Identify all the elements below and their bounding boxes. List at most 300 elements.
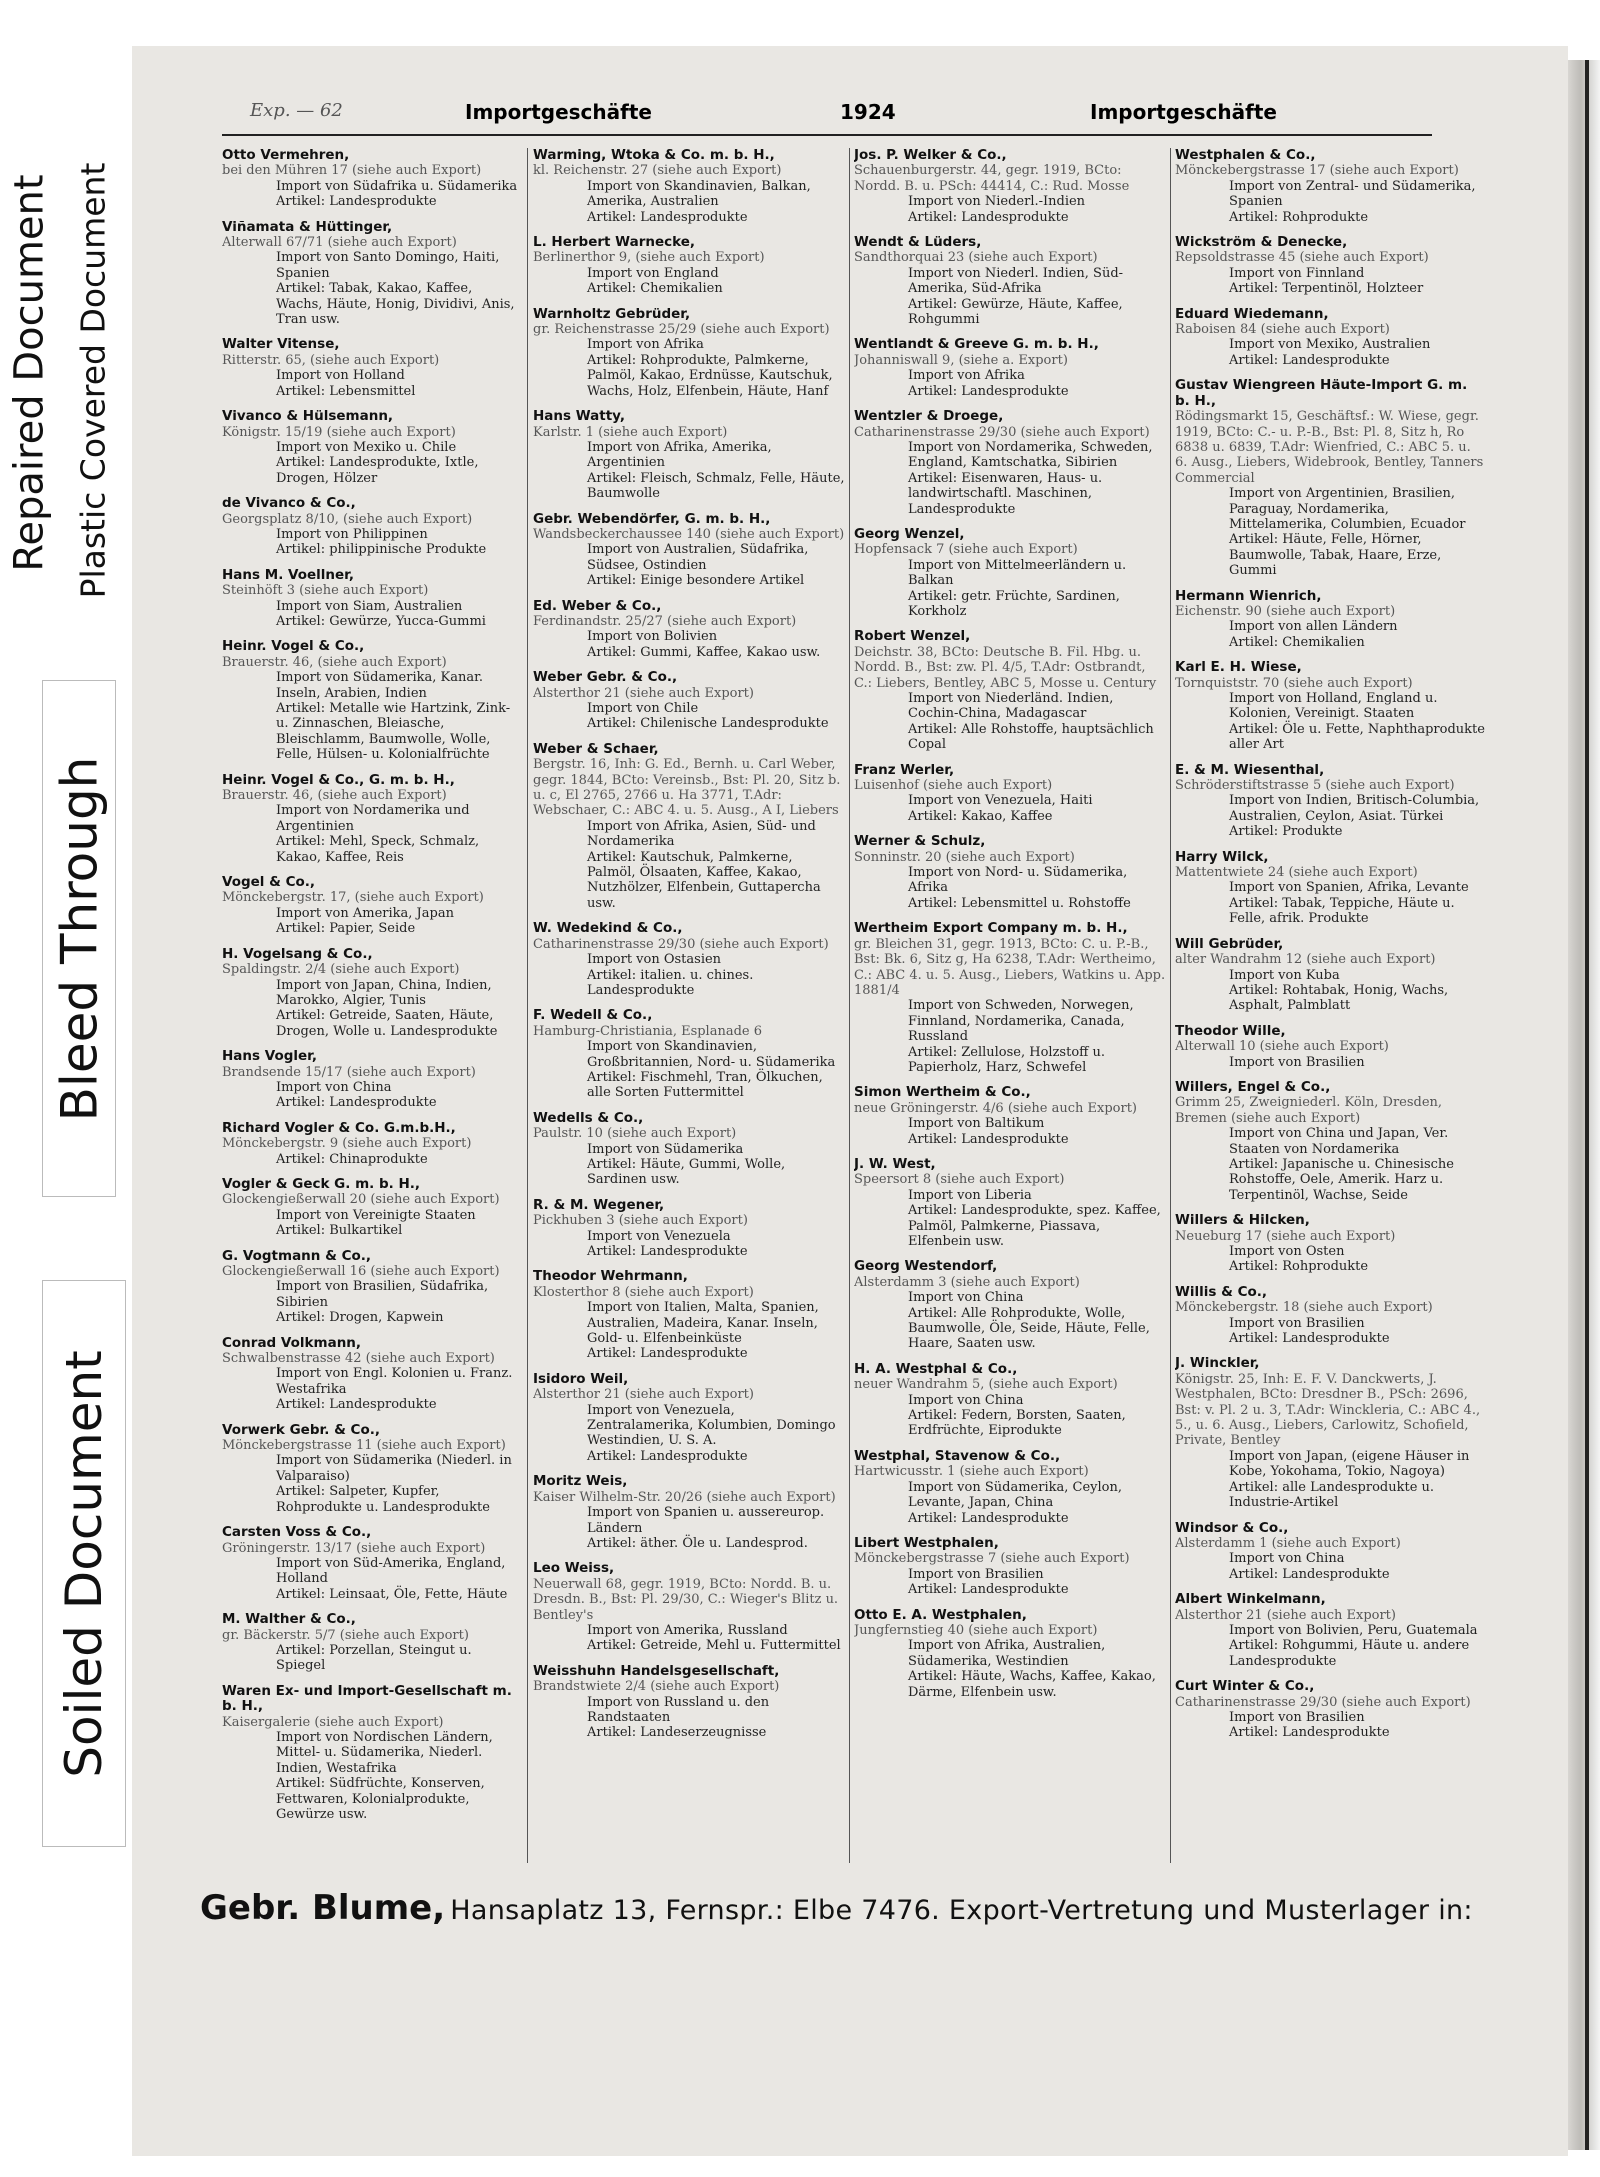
company-imports: Import von Nordamerika, Schweden, England, Kamtschatka, Sibirien <box>908 439 1153 471</box>
company-articles: Artikel: Fischmehl, Tran, Ölkuchen, alle Sorten Futtermittel <box>587 1069 823 1101</box>
company-address: Hopfensack 7 (siehe auch Export) <box>854 542 1078 558</box>
company-name: Walter Vitense, <box>222 336 340 353</box>
company-address: Alsterthor 21 (siehe auch Export) <box>1175 1607 1396 1623</box>
column-1 <box>222 148 522 1868</box>
company-name: H. Vogelsang & Co., <box>222 945 373 962</box>
company-name: Westphal, Stavenow & Co., <box>854 1447 1061 1464</box>
company-imports: Import von England <box>587 265 719 281</box>
company-name: Harry Wilck, <box>1175 848 1269 865</box>
company-entry <box>533 1111 845 1188</box>
company-entry <box>222 1684 522 1823</box>
company-address: Tornquiststr. 70 (siehe auch Export) <box>1175 675 1413 691</box>
company-imports: Import von Indien, Britisch-Columbia, Australien, Ceylon, Asiat. Türkei <box>1229 793 1480 824</box>
company-imports: Import von Nord- u. Südamerika, Afrika <box>908 865 1128 896</box>
company-imports: Import von Afrika, Amerika, Argentinien <box>587 439 772 471</box>
company-name: Wentlandt & Greeve G. m. b. H., <box>854 336 1099 353</box>
company-name: Windsor & Co., <box>1175 1519 1289 1536</box>
company-name: Moritz Weis, <box>533 1473 628 1490</box>
company-imports: Import von Santo Domingo, Haiti, Spanien <box>276 250 500 281</box>
company-entry <box>854 527 1166 619</box>
company-imports: Import von Holland <box>276 368 405 384</box>
company-entry <box>1175 1592 1485 1669</box>
company-address: Deichstr. 38, BCto: Deutsche B. Fil. Hbg. u. Nordd. B., Bst: zw. Pl. 4/5, T.Adr: Ostbrandt, C.: Liebers, Bentley, ABC 5, Mosse u. Century <box>854 644 1157 691</box>
company-address: Hamburg-Christiania, Esplanade 6 <box>533 1023 763 1039</box>
company-imports: Import von Südamerika (Niederl. in Valparaiso) <box>276 1453 512 1484</box>
company-articles: Artikel: Gewürze, Yucca-Gummi <box>276 613 486 629</box>
company-address: Neuerwall 68, gegr. 1919, BCto: Nordd. B. u. Dresdn. B., Bst: Pl. 29/30, C.: Wieger's Blitz u. Bentley's <box>533 1576 839 1623</box>
company-address: neue Gröningerstr. 4/6 (siehe auch Export) <box>854 1100 1138 1116</box>
company-entry <box>533 1664 845 1741</box>
company-address: Hartwicusstr. 1 (siehe auch Export) <box>854 1464 1089 1480</box>
company-articles: Artikel: Fleisch, Schmalz, Felle, Häute, Baumwolle <box>587 470 845 502</box>
company-articles: Artikel: Zellulose, Holzstoff u. Papierholz, Harz, Schwefel <box>908 1044 1106 1075</box>
company-imports: Import von Venezuela, Haiti <box>908 793 1093 809</box>
company-address: Brandsende 15/17 (siehe auch Export) <box>222 1064 476 1080</box>
company-entry <box>222 1336 522 1413</box>
company-address: Repsoldstrasse 45 (siehe auch Export) <box>1175 250 1429 266</box>
company-entry <box>1175 1213 1485 1275</box>
company-imports: Import von Kuba <box>1229 967 1340 983</box>
company-imports: Import von Mexiko, Australien <box>1229 337 1431 353</box>
company-imports: Import von Nordischen Ländern, Mittel- u. Südamerika, Niederl. Indien, Westafrika <box>276 1729 493 1776</box>
repaired-label: Repaired Document <box>7 173 54 572</box>
company-entry <box>222 639 522 762</box>
company-address: Mönckebergstrasse 17 (siehe auch Export) <box>1175 163 1459 179</box>
company-articles: Artikel: Landesprodukte <box>1229 352 1390 368</box>
soiled-label: Soiled Document <box>42 1280 126 1847</box>
company-articles: Artikel: Gummi, Kaffee, Kakao usw. <box>587 644 821 660</box>
company-address: Grimm 25, Zweigniederl. Köln, Dresden, Bremen (siehe auch Export) <box>1175 1095 1443 1126</box>
company-entry <box>1175 763 1485 840</box>
company-entry <box>533 307 845 399</box>
company-name: Richard Vogler & Co. G.m.b.H., <box>222 1119 456 1136</box>
company-articles: Artikel: Öle u. Fette, Naphthaprodukte aller Art <box>1229 721 1485 753</box>
company-address: Klosterthor 8 (siehe auch Export) <box>533 1284 754 1300</box>
company-entry <box>854 1085 1166 1147</box>
company-entry <box>1175 1024 1485 1070</box>
company-entry <box>222 337 522 399</box>
company-articles: Artikel: Häute, Felle, Hörner, Baumwolle, Tabak, Haare, Erze, Gummi <box>1229 532 1442 579</box>
company-address: bei den Mühren 17 (siehe auch Export) <box>222 163 482 179</box>
company-name: Carsten Voss & Co., <box>222 1524 372 1541</box>
company-entry <box>533 1561 845 1653</box>
company-entry <box>533 1269 845 1361</box>
company-address: neuer Wandrahm 5, (siehe auch Export) <box>854 1377 1118 1393</box>
company-imports: Import von China <box>908 1392 1024 1408</box>
company-entry <box>533 409 845 501</box>
company-name: Robert Wenzel, <box>854 628 971 645</box>
company-articles: Artikel: Chemikalien <box>587 281 723 297</box>
company-address: Brauerstr. 46, (siehe auch Export) <box>222 788 447 804</box>
company-name: Hans M. Voellner, <box>222 566 354 583</box>
company-imports: Import von Brasilien <box>1229 1054 1365 1070</box>
company-imports: Import von Finnland <box>1229 265 1365 281</box>
company-entry <box>1175 148 1485 225</box>
company-name: Viñamata & Hüttinger, <box>222 218 393 235</box>
company-name: Willis & Co., <box>1175 1283 1268 1300</box>
company-address: Neueburg 17 (siehe auch Export) <box>1175 1228 1396 1244</box>
company-address: Berlinerthor 9, (siehe auch Export) <box>533 250 765 266</box>
company-name: Vogel & Co., <box>222 874 316 891</box>
company-articles: Artikel: Bulkartikel <box>276 1223 403 1239</box>
company-entry <box>222 1049 522 1111</box>
running-title-right: Importgeschäfte <box>1090 100 1277 124</box>
company-address: alter Wandrahm 12 (siehe auch Export) <box>1175 952 1436 968</box>
company-articles: Artikel: äther. Öle u. Landesprod. <box>587 1535 808 1551</box>
company-imports: Import von China <box>1229 1551 1345 1567</box>
company-address: Wandsbeckerchaussee 140 (siehe auch Export) <box>533 526 845 542</box>
company-imports: Import von Südafrika u. Südamerika <box>276 178 518 194</box>
company-imports: Import von Bolivien, Peru, Guatemala <box>1229 1622 1478 1638</box>
company-entry <box>854 1449 1166 1526</box>
company-name: W. Wedekind & Co., <box>533 920 683 937</box>
company-articles: Artikel: philippinische Produkte <box>276 542 487 558</box>
plastic-label: Plastic Covered Document <box>73 162 113 598</box>
company-address: Brauerstr. 46, (siehe auch Export) <box>222 654 447 670</box>
company-imports: Import von Afrika <box>908 368 1025 384</box>
company-address: Ferdinandstr. 25/27 (siehe auch Export) <box>533 613 797 629</box>
company-imports: Import von Nordamerika und Argentinien <box>276 803 470 834</box>
company-articles: Artikel: Einige besondere Artikel <box>587 573 805 589</box>
company-articles: Artikel: Landesprodukte <box>587 209 748 225</box>
company-entry <box>533 742 845 911</box>
page-edge-shadow <box>1585 60 1589 2150</box>
company-entry <box>222 409 522 486</box>
company-articles: Artikel: Landesprodukte, spez. Kaffee, Palmöl, Palmkerne, Piassava, Elfenbein usw. <box>908 1203 1161 1249</box>
company-articles: Artikel: Landesprodukte <box>1229 1725 1390 1741</box>
company-entry <box>854 834 1166 911</box>
company-entry <box>1175 1356 1485 1510</box>
company-imports: Import von Süd-Amerika, England, Holland <box>276 1555 506 1587</box>
company-entry <box>533 670 845 732</box>
company-address: Catharinenstrasse 29/30 (siehe auch Export) <box>1175 1694 1471 1710</box>
company-articles: Artikel: Landesprodukte <box>1229 1566 1390 1582</box>
company-imports: Import von Afrika, Asien, Süd- und Nordamerika <box>587 818 816 850</box>
company-name: Libert Westphalen, <box>854 1534 999 1551</box>
company-address: Luisenhof (siehe auch Export) <box>854 778 1053 794</box>
company-name: G. Vogtmann & Co., <box>222 1247 372 1264</box>
company-imports: Import von China und Japan, Ver. Staaten von Nordamerika <box>1229 1126 1449 1157</box>
company-address: Speersort 8 (siehe auch Export) <box>854 1172 1065 1188</box>
company-name: Weber & Schaer, <box>533 740 659 757</box>
company-name: M. Walther & Co., <box>222 1611 356 1628</box>
company-imports: Import von Japan, (eigene Häuser in Kobe, Yokohama, Tokio, Nagoya) <box>1229 1448 1470 1480</box>
company-name: Georg Wenzel, <box>854 525 965 542</box>
company-articles: Artikel: Produkte <box>1229 824 1343 840</box>
company-entry <box>1175 660 1485 752</box>
company-name: Curt Winter & Co., <box>1175 1678 1315 1695</box>
company-articles: Artikel: alle Landesprodukte u. Industrie-Artikel <box>1229 1479 1435 1511</box>
company-entry <box>854 1536 1166 1598</box>
company-address: Paulstr. 10 (siehe auch Export) <box>533 1126 737 1142</box>
company-address: Gröningerstr. 13/17 (siehe auch Export) <box>222 1540 486 1556</box>
company-imports: Import von Holland, England u. Kolonien, Vereinigt. Staaten <box>1229 691 1438 722</box>
company-name: F. Wedell & Co., <box>533 1007 653 1024</box>
company-articles: Artikel: Landesprodukte, Ixtle, Drogen, Hölzer <box>276 455 479 486</box>
company-articles: Artikel: Rohprodukte <box>1229 1259 1369 1275</box>
company-address: gr. Bäckerstr. 5/7 (siehe auch Export) <box>222 1627 469 1643</box>
page-edge <box>1568 60 1600 2150</box>
company-address: Pickhuben 3 (siehe auch Export) <box>533 1213 748 1229</box>
company-articles: Artikel: Drogen, Kapwein <box>276 1310 444 1326</box>
advertisement-text: Hansaplatz 13, Fernspr.: Elbe 7476. Export-Vertretung und Musterlager in: <box>450 1895 1473 1926</box>
company-articles: Artikel: Südfrüchte, Konserven, Fettwaren, Kolonialprodukte, Gewürze usw. <box>276 1776 485 1822</box>
company-articles: Artikel: Landesprodukte <box>908 1510 1069 1526</box>
company-articles: Artikel: Gewürze, Häute, Kaffee, Rohgummi <box>908 296 1123 328</box>
company-articles: Artikel: Landesprodukte <box>908 1582 1069 1598</box>
company-imports: Import von Brasilien <box>908 1566 1044 1582</box>
company-imports: Import von allen Ländern <box>1229 619 1398 635</box>
company-imports: Import von Brasilien, Südafrika, Sibirien <box>276 1279 489 1310</box>
company-imports: Import von Schweden, Norwegen, Finnland, Nordamerika, Canada, Russland <box>908 998 1134 1045</box>
company-entry <box>222 496 522 558</box>
company-articles: Artikel: Getreide, Mehl u. Futtermittel <box>587 1638 841 1654</box>
company-articles: Artikel: Terpentinöl, Holzteer <box>1229 281 1424 297</box>
company-address: Glockengießerwall 16 (siehe auch Export) <box>222 1264 500 1279</box>
company-name: Georg Westendorf, <box>854 1258 998 1275</box>
company-name: Willers & Hilcken, <box>1175 1212 1310 1229</box>
company-address: Glockengießerwall 20 (siehe auch Export) <box>222 1192 500 1208</box>
company-imports: Import von Amerika, Russland <box>587 1622 788 1638</box>
company-entry <box>1175 1679 1485 1741</box>
company-imports: Import von Venezuela, Zentralamerika, Kolumbien, Domingo Westindien, U. S. A. <box>587 1402 836 1449</box>
company-entry <box>222 1423 522 1515</box>
company-imports: Import von Philippinen <box>276 526 428 542</box>
company-entry <box>222 568 522 630</box>
company-entry <box>533 148 845 225</box>
column-divider <box>849 148 850 1863</box>
company-name: Otto Vermehren, <box>222 148 350 163</box>
company-name: Otto E. A. Westphalen, <box>854 1606 1027 1623</box>
company-address: Rödingsmarkt 15, Geschäftsf.: W. Wiese, gegr. 1919, BCto: C.- u. P.-B., Bst: Pl. 8, Sitz h, Ro 6838 u. 6839, T.Adr: Wienfried, C.: ABC 5. u. 6. Ausg., Liebers, Widebrook, Bentley, Tanners Commercial <box>1175 409 1484 486</box>
company-articles: Artikel: Landesprodukte <box>1229 1331 1390 1347</box>
company-imports: Import von Skandinavien, Großbritannien, Nord- u. Südamerika <box>587 1039 836 1070</box>
company-address: Eichenstr. 90 (siehe auch Export) <box>1175 603 1396 619</box>
company-articles: Artikel: Landesprodukte <box>908 383 1069 399</box>
company-imports: Import von Spanien, Afrika, Levante <box>1229 880 1469 896</box>
company-address: Königstr. 15/19 (siehe auch Export) <box>222 424 456 440</box>
company-articles: Artikel: Metalle wie Hartzink, Zink- u. Zinnaschen, Bleiasche, Bleischlamm, Baumwolle, Wolle, Felle, Hülsen- u. Kolonialfrüchte <box>276 701 511 763</box>
company-address: gr. Bleichen 31, gegr. 1913, BCto: C. u. P.-B., Bst: Bk. 6, Sitz g, Ha 6238, T.Adr: Wertheimo, C.: ABC 4. u. 5. Ausg., Liebers, Watkins u. App. 1881/4 <box>854 936 1166 998</box>
company-articles: Artikel: Eisenwaren, Haus- u. landwirtschaftl. Maschinen, Landesprodukte <box>908 470 1103 517</box>
company-imports: Import von Niederländ. Indien, Cochin-China, Madagascar <box>908 691 1114 722</box>
company-entry <box>533 921 845 998</box>
company-name: Theodor Wille, <box>1175 1022 1286 1039</box>
company-imports: Import von Argentinien, Brasilien, Paraguay, Nordamerika, Mittelamerika, Columbien, Ecuador <box>1229 486 1466 532</box>
company-articles: Artikel: Landesprodukte <box>587 1448 748 1464</box>
company-entry <box>222 947 522 1039</box>
company-name: Warming, Wtoka & Co. m. b. H., <box>533 148 775 163</box>
company-address: Alterwall 67/71 (siehe auch Export) <box>222 235 457 251</box>
company-imports: Import von Engl. Kolonien u. Franz. Westafrika <box>276 1366 513 1397</box>
company-imports: Import von Liberia <box>908 1187 1032 1203</box>
company-address: Mönckebergstr. 18 (siehe auch Export) <box>1175 1300 1433 1316</box>
company-articles: Artikel: getr. Früchte, Sardinen, Korkholz <box>908 588 1120 619</box>
company-imports: Import von Niederl. Indien, Süd-Amerika, Süd-Afrika <box>908 265 1124 297</box>
company-imports: Import von Baltikum <box>908 1116 1045 1132</box>
company-address: gr. Reichenstrasse 25/29 (siehe auch Export) <box>533 322 830 338</box>
running-title-left: Importgeschäfte <box>465 100 652 124</box>
company-name: Simon Wertheim & Co., <box>854 1084 1031 1101</box>
company-name: Werner & Schulz, <box>854 833 986 850</box>
company-name: Ed. Weber & Co., <box>533 597 662 614</box>
company-address: Alterwall 10 (siehe auch Export) <box>1175 1039 1389 1055</box>
company-address: Sonninstr. 20 (siehe auch Export) <box>854 849 1075 865</box>
company-imports: Import von Siam, Australien <box>276 598 463 614</box>
company-entry <box>1175 589 1485 651</box>
company-name: Will Gebrüder, <box>1175 935 1284 952</box>
company-name: Karl E. H. Wiese, <box>1175 659 1302 676</box>
company-articles: Artikel: Landesprodukte <box>276 1095 437 1111</box>
company-imports: Import von Italien, Malta, Spanien, Australien, Madeira, Kanar. Inseln, Gold- u. Elfenbeinküste <box>587 1300 819 1347</box>
company-name: Willers, Engel & Co., <box>1175 1078 1331 1095</box>
company-articles: Artikel: italien. u. chines. Landesprodukte <box>587 967 754 998</box>
company-imports: Import von Venezuela <box>587 1228 731 1244</box>
company-address: Mönckebergstrasse 7 (siehe auch Export) <box>854 1551 1130 1567</box>
company-entry <box>222 1612 522 1674</box>
company-name: Vorwerk Gebr. & Co., <box>222 1421 380 1438</box>
company-address: Karlstr. 1 (siehe auch Export) <box>533 424 728 440</box>
company-entry <box>854 921 1166 1075</box>
company-name: J. W. West, <box>854 1155 936 1172</box>
company-imports: Import von Mittelmeerländern u. Balkan <box>908 557 1127 589</box>
company-address: Catharinenstrasse 29/30 (siehe auch Export) <box>533 936 829 952</box>
company-articles: Artikel: Chemikalien <box>1229 634 1365 650</box>
company-articles: Artikel: Japanische u. Chinesische Rohstoffe, Oele, Amerik. Harz u. Terpentinöl, Wachse, Seide <box>1229 1156 1454 1203</box>
company-address: Raboisen 84 (siehe auch Export) <box>1175 322 1390 338</box>
company-address: Schröderstiftstrasse 5 (siehe auch Export) <box>1175 778 1455 794</box>
company-entry <box>854 1259 1166 1351</box>
company-name: Gustav Wiengreen Häute-Import G. m. b. H., <box>1175 377 1468 409</box>
company-entry <box>533 599 845 661</box>
company-entry <box>533 512 845 589</box>
company-articles: Artikel: Kautschuk, Palmkerne, Palmöl, Ölsaaten, Kaffee, Kakao, Nutzhölzer, Elfenbein, Guttapercha usw. <box>587 849 821 911</box>
company-entry <box>533 1372 845 1464</box>
company-imports: Import von Russland u. den Randstaaten <box>587 1694 770 1725</box>
company-entry <box>854 629 1166 752</box>
header-rule <box>222 134 1432 136</box>
company-imports: Import von Skandinavien, Balkan, Amerika, Australien <box>587 178 811 210</box>
company-name: Wickström & Denecke, <box>1175 234 1348 251</box>
company-entry <box>222 1525 522 1602</box>
company-entry <box>1175 1521 1485 1583</box>
company-articles: Artikel: Landesprodukte <box>276 194 437 210</box>
company-entry <box>222 1249 522 1326</box>
company-articles: Artikel: Rohprodukte <box>1229 209 1369 225</box>
company-entry <box>533 235 845 297</box>
company-imports: Import von Brasilien <box>1229 1709 1365 1725</box>
company-name: Westphalen & Co., <box>1175 148 1316 163</box>
company-address: Georgsplatz 8/10, (siehe auch Export) <box>222 511 473 527</box>
company-name: Isidoro Weil, <box>533 1370 629 1387</box>
company-imports: Import von Afrika <box>587 337 704 353</box>
company-address: Johanniswall 9, (siehe a. Export) <box>854 352 1068 368</box>
company-entry <box>854 409 1166 517</box>
page-number: Exp. — 62 <box>250 100 343 121</box>
company-name: Weber Gebr. & Co., <box>533 669 678 686</box>
company-name: Conrad Volkmann, <box>222 1334 362 1351</box>
company-articles: Artikel: Alle Rohprodukte, Wolle, Baumwolle, Öle, Seide, Häute, Felle, Haare, Saaten usw. <box>908 1305 1150 1352</box>
company-entry <box>854 337 1166 399</box>
company-address: Bergstr. 16, Inh: G. Ed., Bernh. u. Carl Weber, gegr. 1844, BCto: Vereinsb., Bst: Pl. 20, Sitz b. u. c, El 2765, 2766 u. Ha 3771, T.Adr: Webschaer, C.: ABC 4. u. 5. Ausg., A I, Liebers <box>533 757 841 819</box>
company-entry <box>1175 1285 1485 1347</box>
company-imports: Import von China <box>276 1079 392 1095</box>
company-articles: Artikel: Mehl, Speck, Schmalz, Kakao, Kaffee, Reis <box>276 834 480 865</box>
company-imports: Import von Spanien u. aussereurop. Ländern <box>587 1505 825 1536</box>
company-name: Hermann Wienrich, <box>1175 587 1322 604</box>
company-entry <box>222 148 522 210</box>
company-name: Albert Winkelmann, <box>1175 1591 1326 1608</box>
company-address: Schwalbenstrasse 42 (siehe auch Export) <box>222 1351 495 1367</box>
company-name: de Vivanco & Co., <box>222 495 356 512</box>
company-articles: Artikel: Häute, Wachs, Kaffee, Kakao, Därme, Elfenbein usw. <box>908 1669 1156 1700</box>
company-address: Ritterstr. 65, (siehe auch Export) <box>222 352 440 368</box>
company-imports: Import von Brasilien <box>1229 1315 1365 1331</box>
company-entry <box>1175 307 1485 369</box>
company-articles: Artikel: Rohtabak, Honig, Wachs, Asphalt, Palmblatt <box>1229 982 1449 1014</box>
company-articles: Artikel: Salpeter, Kupfer, Rohprodukte u. Landesprodukte <box>276 1484 490 1515</box>
company-entry <box>222 1177 522 1239</box>
company-imports: Import von Niederl.-Indien <box>908 194 1086 210</box>
company-imports: Import von Bolivien <box>587 629 718 645</box>
company-address: Königstr. 25, Inh: E. F. V. Danckwerts, J. Westphalen, BCto: Dresdner B., PSch: 2696, Bst: v. Pl. 2 u. 3, T.Adr: Winckleria, C.: ABC 4., 5., u. 6. Ausg., Liebers, Carlowitz, Schofield, Private, Bentley <box>1175 1371 1481 1449</box>
column-4 <box>1175 148 1485 1868</box>
company-imports: Import von Japan, China, Indien, Marokko, Algier, Tunis <box>276 977 492 1008</box>
advertisement-footer <box>200 1888 1473 1934</box>
company-entry <box>1175 378 1485 578</box>
company-entry <box>854 763 1166 825</box>
company-entry <box>854 1157 1166 1249</box>
company-articles: Artikel: Federn, Borsten, Saaten, Erdfrüchte, Eiprodukte <box>908 1408 1126 1439</box>
year: 1924 <box>840 100 896 124</box>
company-address: Brandstwiete 2/4 (siehe auch Export) <box>533 1679 780 1695</box>
company-name: E. & M. Wiesenthal, <box>1175 761 1325 778</box>
company-address: Steinhöft 3 (siehe auch Export) <box>222 583 429 599</box>
company-name: Wentzler & Droege, <box>854 408 1004 425</box>
sidebar-labels <box>0 0 130 2177</box>
company-imports: Import von Mexiko u. Chile <box>276 439 457 455</box>
column-divider <box>1170 148 1171 1863</box>
company-name: Hans Vogler, <box>222 1048 317 1065</box>
company-address: Sandthorquai 23 (siehe auch Export) <box>854 250 1098 266</box>
company-entry <box>854 148 1166 225</box>
company-name: Wedells & Co., <box>533 1109 644 1126</box>
company-articles: Artikel: Alle Rohstoffe, hauptsächlich Copal <box>908 721 1154 753</box>
column-3 <box>854 148 1166 1868</box>
company-imports: Import von Südamerika, Kanar. Inseln, Arabien, Indien <box>276 670 483 701</box>
company-entry <box>854 1608 1166 1700</box>
company-articles: Artikel: Lebensmittel <box>276 383 416 399</box>
company-articles: Artikel: Landesprodukte <box>276 1397 437 1413</box>
company-entry <box>533 1474 845 1551</box>
company-imports: Import von Zentral- und Südamerika, Spanien <box>1229 178 1476 210</box>
company-articles: Artikel: Lebensmittel u. Rohstoffe <box>908 895 1131 911</box>
company-entry <box>222 220 522 328</box>
company-articles: Artikel: Landesprodukte <box>908 209 1069 225</box>
company-articles: Artikel: Porzellan, Steingut u. Spiegel <box>276 1642 472 1674</box>
company-name: Waren Ex- und Import-Gesellschaft m. b. H., <box>222 1682 512 1715</box>
company-address: Kaisergalerie (siehe auch Export) <box>222 1714 444 1730</box>
company-entry <box>533 1008 845 1100</box>
company-imports: Import von Chile <box>587 701 699 716</box>
company-name: Warnholtz Gebrüder, <box>533 305 691 322</box>
company-name: Hans Watty, <box>533 408 626 425</box>
company-articles: Artikel: Landesprodukte <box>908 1131 1069 1147</box>
company-name: Franz Werler, <box>854 761 955 778</box>
company-articles: Artikel: Rohgummi, Häute u. andere Landesprodukte <box>1229 1638 1470 1669</box>
company-name: Vogler & Geck G. m. b. H., <box>222 1175 421 1192</box>
company-imports: Import von Osten <box>1229 1244 1345 1259</box>
